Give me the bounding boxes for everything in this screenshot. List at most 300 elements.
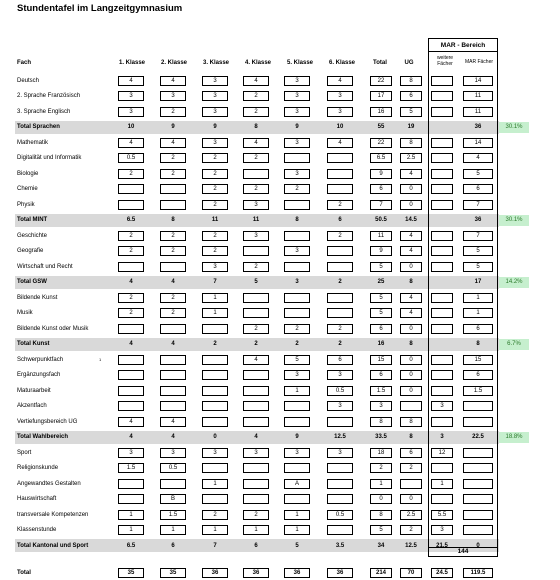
table-cell: 4 xyxy=(160,138,186,148)
table-cell: 3 xyxy=(284,76,310,86)
row-label: Chemie xyxy=(17,186,38,192)
table-cell: 1.5 xyxy=(463,386,493,396)
table-cell: 4 xyxy=(243,432,269,442)
table-cell: 2 xyxy=(400,463,422,473)
table-cell: 1 xyxy=(202,525,228,535)
table-cell: 18 xyxy=(370,448,392,458)
table-cell: 6.5 xyxy=(118,541,144,551)
row-label: Schwerpunktfach xyxy=(17,356,64,363)
table-total-row xyxy=(15,276,499,289)
table-cell: 2 xyxy=(243,324,269,334)
table-cell: 3 xyxy=(202,448,228,458)
row-label: Geschichte xyxy=(17,232,48,239)
table-cell: 5 xyxy=(463,169,493,179)
table-cell xyxy=(463,463,493,473)
table-row xyxy=(15,183,499,196)
table-row xyxy=(15,524,499,537)
table-cell xyxy=(431,76,453,86)
table-cell: 36 xyxy=(463,215,493,225)
table-cell: 119.5 xyxy=(463,568,493,578)
row-label: Mathematik xyxy=(17,139,49,146)
row-label: Sport xyxy=(17,449,32,456)
percentage-badge: 30.1% xyxy=(499,215,529,226)
table-cell: 2 xyxy=(243,91,269,101)
table-row xyxy=(15,167,499,180)
table-cell: 0 xyxy=(400,386,422,396)
table-cell xyxy=(202,463,228,473)
table-cell xyxy=(327,525,353,535)
table-cell xyxy=(118,200,144,210)
table-cell xyxy=(243,386,269,396)
table-cell: 1 xyxy=(118,510,144,520)
table-cell: 9 xyxy=(160,122,186,132)
table-cell: 3 xyxy=(243,448,269,458)
table-cell: 9 xyxy=(202,122,228,132)
table-cell: 3 xyxy=(202,91,228,101)
table-row xyxy=(15,353,499,366)
table-cell: 3 xyxy=(160,91,186,101)
table-cell xyxy=(327,463,353,473)
table-cell xyxy=(327,494,353,504)
table-cell: 2 xyxy=(160,293,186,303)
column-header-5: 5. Klasse xyxy=(286,60,314,66)
table-cell xyxy=(118,355,144,365)
table-row xyxy=(15,322,499,335)
table-cell: 3.5 xyxy=(327,541,353,551)
row-label: Total GSW xyxy=(17,279,47,285)
table-cell xyxy=(202,355,228,365)
table-cell: 11 xyxy=(202,215,228,225)
table-cell: 1 xyxy=(202,479,228,489)
row-label: Geografie xyxy=(17,248,44,254)
table-cell: 4 xyxy=(118,417,144,427)
table-cell xyxy=(431,215,453,225)
table-cell: 2 xyxy=(243,153,269,163)
table-cell: 4 xyxy=(243,138,269,148)
table-cell: 0 xyxy=(202,432,228,442)
table-total-row xyxy=(15,431,499,444)
mar-faecher-header: MAR Fächer xyxy=(464,59,494,65)
table-cell: 3 xyxy=(370,401,392,411)
table-cell: 2 xyxy=(370,463,392,473)
table-cell: 5 xyxy=(284,541,310,551)
table-cell: 0 xyxy=(400,200,422,210)
table-cell: 6 xyxy=(160,541,186,551)
table-row xyxy=(15,384,499,397)
table-cell: 14 xyxy=(463,138,493,148)
table-row xyxy=(15,198,499,211)
table-cell: 8 xyxy=(370,417,392,427)
table-cell xyxy=(243,494,269,504)
table-cell: 7 xyxy=(463,231,493,241)
row-label: Total Kunst xyxy=(17,341,50,347)
table-cell xyxy=(243,479,269,489)
column-header-6: 6. Klasse xyxy=(328,60,356,66)
table-cell: 5 xyxy=(400,107,422,117)
table-cell xyxy=(327,479,353,489)
table-cell xyxy=(160,200,186,210)
table-cell: 4 xyxy=(160,432,186,442)
table-cell: 8 xyxy=(400,138,422,148)
table-row xyxy=(15,229,499,242)
table-total-row xyxy=(15,214,499,227)
table-cell: 16 xyxy=(370,107,392,117)
percentage-badge: 30.1% xyxy=(499,122,529,133)
table-cell xyxy=(243,417,269,427)
table-cell xyxy=(431,91,453,101)
row-label: Total MINT xyxy=(17,217,48,223)
table-cell xyxy=(431,339,453,349)
table-cell xyxy=(160,262,186,272)
table-cell: 2 xyxy=(118,231,144,241)
table-cell: 0 xyxy=(463,541,493,551)
table-cell: 8 xyxy=(400,277,422,287)
table-cell xyxy=(463,510,493,520)
table-cell: 17 xyxy=(463,277,493,287)
row-label: Total Wahlbereich xyxy=(17,434,69,440)
table-cell: 2 xyxy=(118,169,144,179)
table-cell xyxy=(202,494,228,504)
row-label: Vertiefungsbereich UG xyxy=(17,418,78,425)
table-cell: 2 xyxy=(160,231,186,241)
table-cell: 2 xyxy=(202,184,228,194)
column-header-4: 4. Klasse xyxy=(244,60,272,66)
table-cell: 2 xyxy=(118,308,144,318)
table-cell xyxy=(243,293,269,303)
row-label: Hauswirtschaft xyxy=(17,496,57,502)
table-cell xyxy=(118,324,144,334)
table-cell: 2 xyxy=(160,308,186,318)
table-cell: 3 xyxy=(243,231,269,241)
table-cell xyxy=(431,324,453,334)
table-cell xyxy=(284,401,310,411)
table-cell: 10 xyxy=(327,122,353,132)
table-cell xyxy=(118,386,144,396)
row-label: Bildende Kunst xyxy=(17,294,58,301)
table-cell: 12.5 xyxy=(327,432,353,442)
table-cell: 1.5 xyxy=(370,386,392,396)
table-cell xyxy=(431,169,453,179)
table-cell: 2 xyxy=(160,153,186,163)
footnote-mark: 1 xyxy=(99,357,102,362)
table-cell: 3 xyxy=(327,401,353,411)
table-cell: 22 xyxy=(370,76,392,86)
table-cell xyxy=(327,246,353,256)
table-cell: 4 xyxy=(160,277,186,287)
table-cell: 4 xyxy=(118,76,144,86)
table-cell: 0.5 xyxy=(118,153,144,163)
table-cell: 4 xyxy=(400,293,422,303)
table-cell xyxy=(327,417,353,427)
table-cell: 6 xyxy=(370,324,392,334)
table-cell xyxy=(327,262,353,272)
table-cell xyxy=(400,401,422,411)
table-cell: 5 xyxy=(370,262,392,272)
table-cell: 2 xyxy=(202,339,228,349)
table-cell xyxy=(327,169,353,179)
table-cell: 36 xyxy=(284,568,310,578)
table-cell xyxy=(431,231,453,241)
table-cell: 11 xyxy=(370,231,392,241)
table-cell: 6 xyxy=(463,184,493,194)
row-label: 2. Sprache Französisch xyxy=(17,93,81,99)
page-title: Stundentafel im Langzeitgymnasium xyxy=(17,3,183,14)
table-cell: 36 xyxy=(463,122,493,132)
table-cell: 2 xyxy=(202,231,228,241)
table-cell: 2 xyxy=(202,153,228,163)
table-cell: 2 xyxy=(243,510,269,520)
table-row xyxy=(15,400,499,413)
column-header-8: UG xyxy=(404,60,414,66)
table-cell: 3 xyxy=(202,262,228,272)
table-row xyxy=(15,493,499,506)
table-row xyxy=(15,136,499,149)
column-header-2: 2. Klasse xyxy=(160,60,188,66)
column-header-3: 3. Klasse xyxy=(202,60,230,66)
table-cell: 1 xyxy=(243,525,269,535)
table-cell: 8 xyxy=(400,432,422,442)
table-cell: 5 xyxy=(370,308,392,318)
table-row xyxy=(15,307,499,320)
table-cell: 0 xyxy=(400,494,422,504)
table-cell: 7 xyxy=(463,200,493,210)
table-cell: 3 xyxy=(284,277,310,287)
table-cell: 33.5 xyxy=(370,432,392,442)
table-cell: 6 xyxy=(463,324,493,334)
table-cell: 3 xyxy=(327,91,353,101)
table-row xyxy=(15,291,499,304)
table-cell xyxy=(327,153,353,163)
row-label: Religionskunde xyxy=(17,465,59,471)
table-cell: 3 xyxy=(118,91,144,101)
table-cell: 4 xyxy=(400,231,422,241)
table-cell xyxy=(463,479,493,489)
table-cell: 3 xyxy=(284,370,310,380)
table-cell: 4 xyxy=(327,76,353,86)
table-cell: 1 xyxy=(463,293,493,303)
table-cell: 2.5 xyxy=(400,153,422,163)
table-cell: 214 xyxy=(370,568,392,578)
table-cell xyxy=(431,463,453,473)
table-cell xyxy=(431,494,453,504)
table-cell: 35 xyxy=(160,568,186,578)
table-cell xyxy=(202,417,228,427)
table-cell xyxy=(431,153,453,163)
table-cell: 2 xyxy=(202,246,228,256)
table-cell xyxy=(160,401,186,411)
percentage-badge: 18.8% xyxy=(499,432,529,443)
table-cell: 8 xyxy=(370,510,392,520)
table-cell xyxy=(284,231,310,241)
table-cell: 4 xyxy=(400,308,422,318)
table-cell xyxy=(118,262,144,272)
table-cell: 50.5 xyxy=(370,215,392,225)
table-cell: 4 xyxy=(243,355,269,365)
table-cell xyxy=(160,479,186,489)
table-cell: 70 xyxy=(400,568,422,578)
table-cell: 4 xyxy=(118,277,144,287)
table-cell xyxy=(463,401,493,411)
table-cell: 4 xyxy=(160,76,186,86)
table-cell: 4 xyxy=(400,246,422,256)
table-cell xyxy=(118,401,144,411)
table-cell: 14.5 xyxy=(400,215,422,225)
table-cell xyxy=(202,401,228,411)
table-cell: 0.5 xyxy=(160,463,186,473)
table-cell: 2.5 xyxy=(400,510,422,520)
table-cell xyxy=(243,463,269,473)
table-cell: 6 xyxy=(370,184,392,194)
table-cell: 9 xyxy=(284,432,310,442)
column-header-1: 1. Klasse xyxy=(118,60,146,66)
table-cell: 10 xyxy=(118,122,144,132)
table-cell: 3 xyxy=(327,107,353,117)
table-cell: 2 xyxy=(284,324,310,334)
table-cell xyxy=(284,262,310,272)
table-cell: 7 xyxy=(370,200,392,210)
table-cell: 0 xyxy=(400,262,422,272)
table-cell: 22 xyxy=(370,138,392,148)
column-header-7: Total xyxy=(373,60,387,66)
table-cell: 1 xyxy=(284,386,310,396)
table-cell xyxy=(284,293,310,303)
table-cell xyxy=(431,386,453,396)
table-cell: 0.5 xyxy=(327,510,353,520)
table-cell xyxy=(118,479,144,489)
table-cell xyxy=(431,417,453,427)
row-label: Musik xyxy=(17,310,33,316)
table-cell: 5 xyxy=(284,355,310,365)
table-cell xyxy=(463,417,493,427)
table-row xyxy=(15,508,499,521)
table-cell: 0 xyxy=(400,355,422,365)
table-cell: 3 xyxy=(202,107,228,117)
table-cell: 8 xyxy=(400,76,422,86)
table-cell xyxy=(431,262,453,272)
table-cell: 5 xyxy=(463,262,493,272)
table-row xyxy=(15,415,499,428)
row-label: Ergänzungsfach xyxy=(17,372,61,378)
table-cell: 3 xyxy=(284,246,310,256)
row-label: Deutsch xyxy=(17,77,40,84)
table-cell: 8 xyxy=(160,215,186,225)
table-cell: 4 xyxy=(118,138,144,148)
table-cell xyxy=(284,417,310,427)
table-row xyxy=(15,74,499,87)
table-cell xyxy=(284,153,310,163)
table-cell xyxy=(431,277,453,287)
table-cell: 9 xyxy=(370,246,392,256)
table-cell: 25 xyxy=(370,277,392,287)
table-cell: 1 xyxy=(431,479,453,489)
table-cell: 4 xyxy=(327,138,353,148)
table-cell: 5.5 xyxy=(431,510,453,520)
table-cell xyxy=(431,355,453,365)
table-row xyxy=(15,245,499,258)
table-cell: 3 xyxy=(243,200,269,210)
table-cell xyxy=(327,184,353,194)
table-cell: 55 xyxy=(370,122,392,132)
table-cell: 2 xyxy=(327,324,353,334)
table-cell: 3 xyxy=(202,76,228,86)
row-label: 3. Sprache Englisch xyxy=(17,108,71,115)
table-total-row xyxy=(15,539,499,552)
table-cell: 36 xyxy=(202,568,228,578)
table-cell: 6 xyxy=(327,215,353,225)
table-cell: 3 xyxy=(284,138,310,148)
table-cell: 2 xyxy=(243,339,269,349)
mar-weitere-faecher-header: weitere Fächer xyxy=(436,55,454,67)
table-cell: 2 xyxy=(202,200,228,210)
table-cell xyxy=(431,246,453,256)
table-cell: 2 xyxy=(327,231,353,241)
table-cell: 14 xyxy=(463,76,493,86)
row-label: Maturaarbeit xyxy=(17,387,51,394)
row-label: Physik xyxy=(17,201,35,208)
table-cell: 8 xyxy=(400,417,422,427)
table-cell: 8 xyxy=(400,339,422,349)
table-cell: 3 xyxy=(284,107,310,117)
table-cell: 1 xyxy=(202,293,228,303)
table-row xyxy=(15,462,499,475)
table-cell: 2 xyxy=(327,277,353,287)
table-cell: 22.5 xyxy=(463,432,493,442)
row-label: Digitalität und Informatik xyxy=(17,155,82,161)
table-cell xyxy=(431,308,453,318)
table-row xyxy=(15,90,499,103)
table-cell: 4 xyxy=(118,339,144,349)
table-cell: 8 xyxy=(463,339,493,349)
table-cell xyxy=(284,463,310,473)
row-label: Klassenstunde xyxy=(17,527,57,533)
table-cell: 4 xyxy=(160,339,186,349)
table-cell xyxy=(118,370,144,380)
table-cell xyxy=(202,370,228,380)
mar-bereich-header: MAR - Bereich xyxy=(428,38,498,52)
table-cell: 4 xyxy=(118,432,144,442)
row-label: Total xyxy=(17,570,31,576)
table-cell xyxy=(243,308,269,318)
table-cell xyxy=(327,308,353,318)
table-cell: 36 xyxy=(243,568,269,578)
table-cell xyxy=(284,200,310,210)
table-cell: 11 xyxy=(463,107,493,117)
table-total-row xyxy=(15,338,499,351)
table-cell: 4 xyxy=(243,76,269,86)
table-cell xyxy=(327,293,353,303)
table-cell: 6.5 xyxy=(118,215,144,225)
table-row xyxy=(15,477,499,490)
row-label: Angewandtes Gestalten xyxy=(17,480,81,487)
percentage-badge: 6.7% xyxy=(499,339,529,350)
row-label: Total Kantonal und Sport xyxy=(17,542,89,549)
table-cell: 1 xyxy=(160,525,186,535)
table-row xyxy=(15,369,499,382)
table-cell: 3 xyxy=(431,432,453,442)
table-cell: 2 xyxy=(202,510,228,520)
table-cell: 15 xyxy=(370,355,392,365)
table-cell: 0 xyxy=(400,370,422,380)
table-cell xyxy=(431,184,453,194)
table-row xyxy=(15,105,499,118)
table-cell: 7 xyxy=(202,277,228,287)
row-label: Bildende Kunst oder Musik xyxy=(17,325,89,332)
table-cell: 2 xyxy=(118,246,144,256)
table-cell: 2 xyxy=(327,200,353,210)
table-cell: 5 xyxy=(370,293,392,303)
table-cell: 0 xyxy=(400,324,422,334)
table-cell: 2 xyxy=(160,169,186,179)
